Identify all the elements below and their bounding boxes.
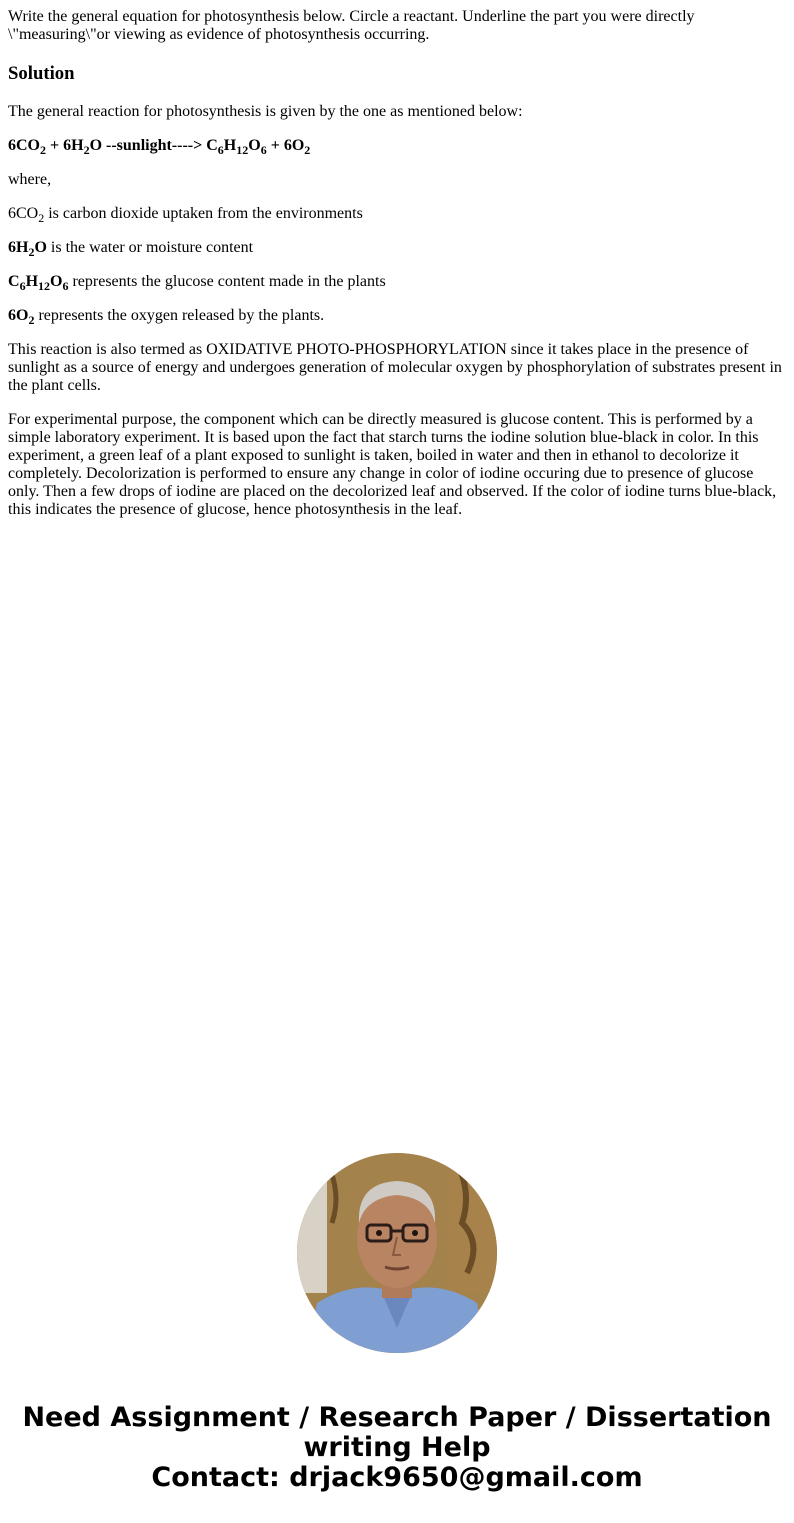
promo-line-2: writing Help [303,1432,491,1463]
definition-glucose: $C_6H_{12}O_6$ represents the glucose content made in the plants [8,273,386,294]
definition-co2: $6CO_2$ is carbon dioxide uptaken from the environments [8,205,363,226]
avatar [297,1153,497,1353]
promo-banner [0,1403,794,1493]
main-content [8,8,786,535]
promo-contact: Contact: drjack9650@gmail.com [151,1462,643,1493]
person-photo-icon [297,1153,497,1353]
solution-heading: Solution [8,63,75,84]
photosynthesis-equation: $6CO_2 + 6H_2O$ --sunlight----> $C_6H_{12}O_6 + 6O_2$ [8,137,311,158]
where-text: where, [8,171,52,188]
definition-h2o: $6H_2O$ is the water or moisture content [8,239,254,260]
paragraph-oxidative: This reaction is also termed as OXIDATIVE PHOTO-PHOSPHORYLATION since it takes place in the presence of sunlight as a source of energy and undergoes generation of molecular oxygen by phosphorylation of substrates present in the plant cells. [8,341,782,394]
intro-text: The general reaction for photosynthesis is given by the one as mentioned below: [8,103,523,120]
paragraph-experiment: For experimental purpose, the component which can be directly measured is glucose content. This is performed by a simple laboratory experiment. It is based upon the fact that starch turns the iodine solution blue-black in color. In this experiment, a green leaf of a plant exposed to sunlight is taken, boiled in water and then in ethanol to decolorize it completely. Decolorization is performed to ensure any change in color of iodine occuring due to presence of glucose only. Then a few drops of iodine are placed on the decolorized leaf and observed. If the color of iodine turns blue-black, this indicates the presence of glucose, hence photosynthesis in the leaf. [8,411,777,518]
promo-line-1: Need Assignment / Research Paper / Dissertation [22,1402,772,1433]
definition-o2: $6O_2$ represents the oxygen released by the plants. [8,307,325,328]
question-text: Write the general equation for photosynthesis below. Circle a reactant. Underline the part you were directly \"measuring\"or viewing as evidence of photosynthesis occurring. [8,8,695,43]
